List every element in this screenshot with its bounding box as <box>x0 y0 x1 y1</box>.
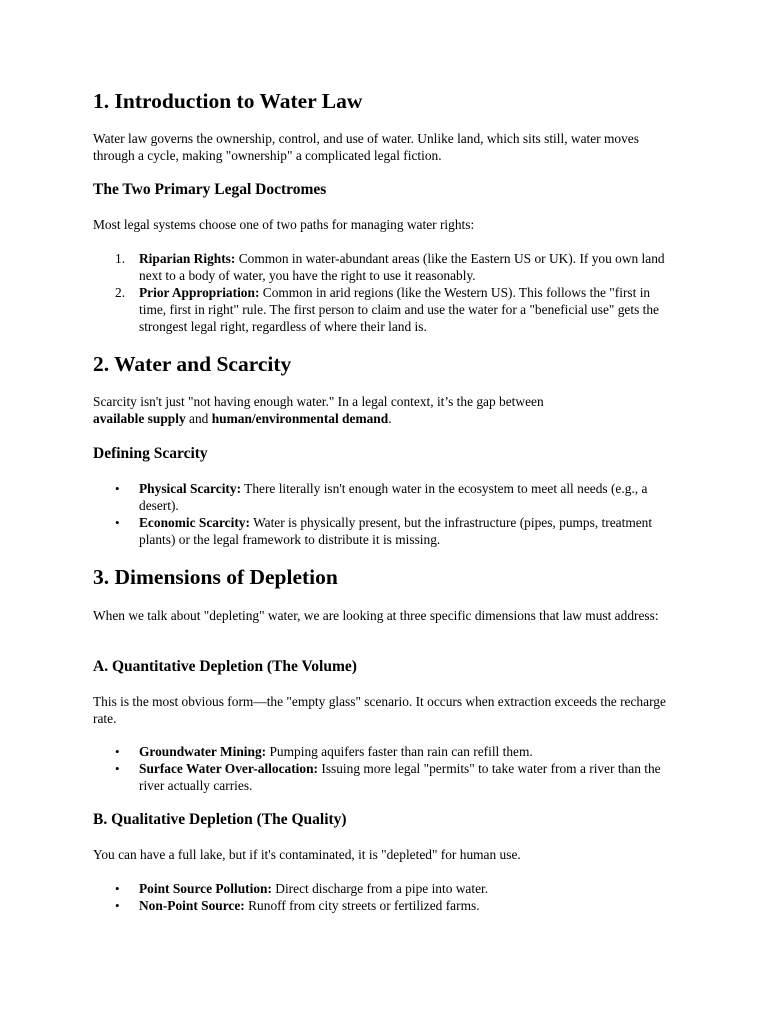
item-label: Prior Appropriation: <box>139 285 260 300</box>
section-2-subheading: Defining Scarcity <box>93 445 208 462</box>
doctrine-list <box>93 250 678 335</box>
list-item <box>93 480 678 514</box>
list-item <box>93 897 678 914</box>
scarcity-list <box>93 480 678 548</box>
section-3a-subheading: A. Quantitative Depletion (The Volume) <box>93 658 357 675</box>
bullet-icon: • <box>115 898 120 913</box>
section-3-heading: 3. Dimensions of Depletion <box>93 565 338 589</box>
item-text: There literally isn't enough water in the ecosystem to meet all needs (e.g., a desert). <box>139 481 648 513</box>
item-text: Pumping aquifers faster than rain can refill them. <box>269 744 533 759</box>
list-item <box>93 760 678 794</box>
item-label: Groundwater Mining: <box>139 744 267 759</box>
item-label: Physical Scarcity: <box>139 481 242 496</box>
item-text: Issuing more legal "permits" to take water from a river than the river actually carries. <box>139 761 661 793</box>
para-text: and <box>189 411 209 426</box>
section-2-paragraph <box>93 393 678 427</box>
list-item <box>93 743 678 760</box>
section-3b-subheading: B. Qualitative Depletion (The Quality) <box>93 811 347 828</box>
bullet-icon: • <box>115 881 120 896</box>
bullet-icon: • <box>115 481 120 496</box>
bullet-icon: • <box>115 744 120 759</box>
item-text: Water is physically present, but the infrastructure (pipes, pumps, treatment plants) or the legal framework to distribute it is missing. <box>139 515 653 547</box>
item-text: Common in arid regions (like the Western US). This follows the "first in time, first in right" rule. The first person to claim and use the water for a "beneficial use" gets the strongest legal right, regardless of where their land is. <box>139 285 659 334</box>
item-label: Point Source Pollution: <box>139 881 272 896</box>
section-1-intro: Most legal systems choose one of two paths for managing water rights: <box>93 217 475 232</box>
section-3b-paragraph: You can have a full lake, but if it's contaminated, it is "depleted" for human use. <box>93 847 521 862</box>
section-3-paragraph: When we talk about "depleting" water, we are looking at three specific dimensions that law must address: <box>93 608 659 623</box>
item-text: Direct discharge from a pipe into water. <box>275 881 489 896</box>
item-text: Common in water-abundant areas (like the Eastern US or UK). If you own land next to a body of water, you have the right to use it reasonably. <box>139 251 665 283</box>
item-label: Non-Point Source: <box>139 898 245 913</box>
bullet-icon: • <box>115 761 120 776</box>
section-1-subheading: The Two Primary Legal Doctromes <box>93 181 327 198</box>
para-text: . <box>388 411 392 426</box>
quantitative-list <box>93 743 678 794</box>
list-item <box>93 250 678 284</box>
section-2-heading: 2. Water and Scarcity <box>93 352 292 376</box>
list-item <box>93 284 678 335</box>
para-bold-demand: human/environmental demand <box>211 411 389 426</box>
para-text: Scarcity isn't just "not having enough water." In a legal context, it’s the gap between <box>93 394 544 409</box>
list-item <box>93 880 678 897</box>
list-number: 1. <box>115 251 126 266</box>
para-bold-supply: available supply <box>93 411 186 426</box>
item-text: Runoff from city streets or fertilized farms. <box>248 898 480 913</box>
list-item <box>93 514 678 548</box>
qualitative-list <box>93 880 678 914</box>
section-1-heading: 1. Introduction to Water Law <box>93 89 363 113</box>
item-label: Economic Scarcity: <box>139 515 250 530</box>
bullet-icon: • <box>115 515 120 530</box>
item-label: Riparian Rights: <box>139 251 236 266</box>
list-number: 2. <box>115 285 126 300</box>
section-1-paragraph: Water law governs the ownership, control, and use of water. Unlike land, which sits still, water moves through a cycle, making "ownership" a complicated legal fiction. <box>93 131 639 163</box>
item-label: Surface Water Over-allocation: <box>139 761 318 776</box>
section-3a-paragraph: This is the most obvious form—the "empty glass" scenario. It occurs when extraction exceeds the recharge rate. <box>93 694 666 726</box>
